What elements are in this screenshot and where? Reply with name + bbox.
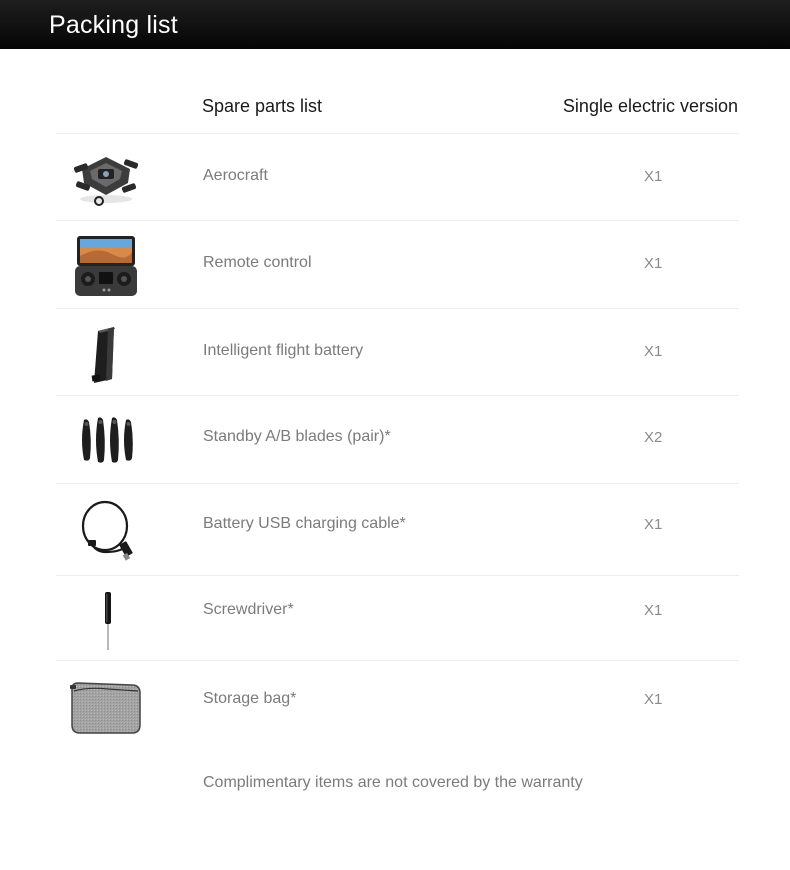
title-banner	[0, 0, 790, 49]
warranty-footnote: Complimentary items are not covered by the warranty	[203, 774, 583, 791]
item-name: Screwdriver*	[203, 601, 294, 618]
table-row	[56, 660, 739, 749]
page-title: Packing list	[49, 11, 178, 39]
item-qty: X2	[644, 429, 663, 446]
item-name: Storage bag*	[203, 690, 297, 707]
remote-control-icon	[68, 228, 144, 304]
table-row	[56, 220, 739, 309]
column-header-parts: Spare parts list	[202, 96, 323, 116]
propeller-blades-icon	[68, 402, 144, 478]
battery-icon	[68, 315, 144, 391]
column-header-version: Single electric version	[562, 96, 738, 116]
usb-cable-icon	[68, 492, 144, 568]
screwdriver-icon	[68, 582, 144, 658]
item-name: Standby A/B blades (pair)*	[203, 428, 391, 445]
item-qty: X1	[644, 516, 663, 533]
item-name: Aerocraft	[203, 167, 268, 184]
storage-bag-icon	[68, 669, 144, 745]
table-row	[56, 133, 739, 221]
table-row	[56, 483, 739, 576]
table-row	[56, 395, 739, 484]
item-name: Intelligent flight battery	[203, 342, 364, 359]
item-qty: X1	[644, 168, 663, 185]
item-qty: X1	[644, 691, 663, 708]
item-qty: X1	[644, 255, 663, 272]
item-qty: X1	[644, 602, 663, 619]
table-row	[56, 575, 739, 661]
drone-icon	[68, 139, 144, 215]
item-name: Remote control	[203, 254, 312, 271]
item-name: Battery USB charging cable*	[203, 515, 406, 532]
table-row	[56, 308, 739, 396]
item-qty: X1	[644, 343, 663, 360]
